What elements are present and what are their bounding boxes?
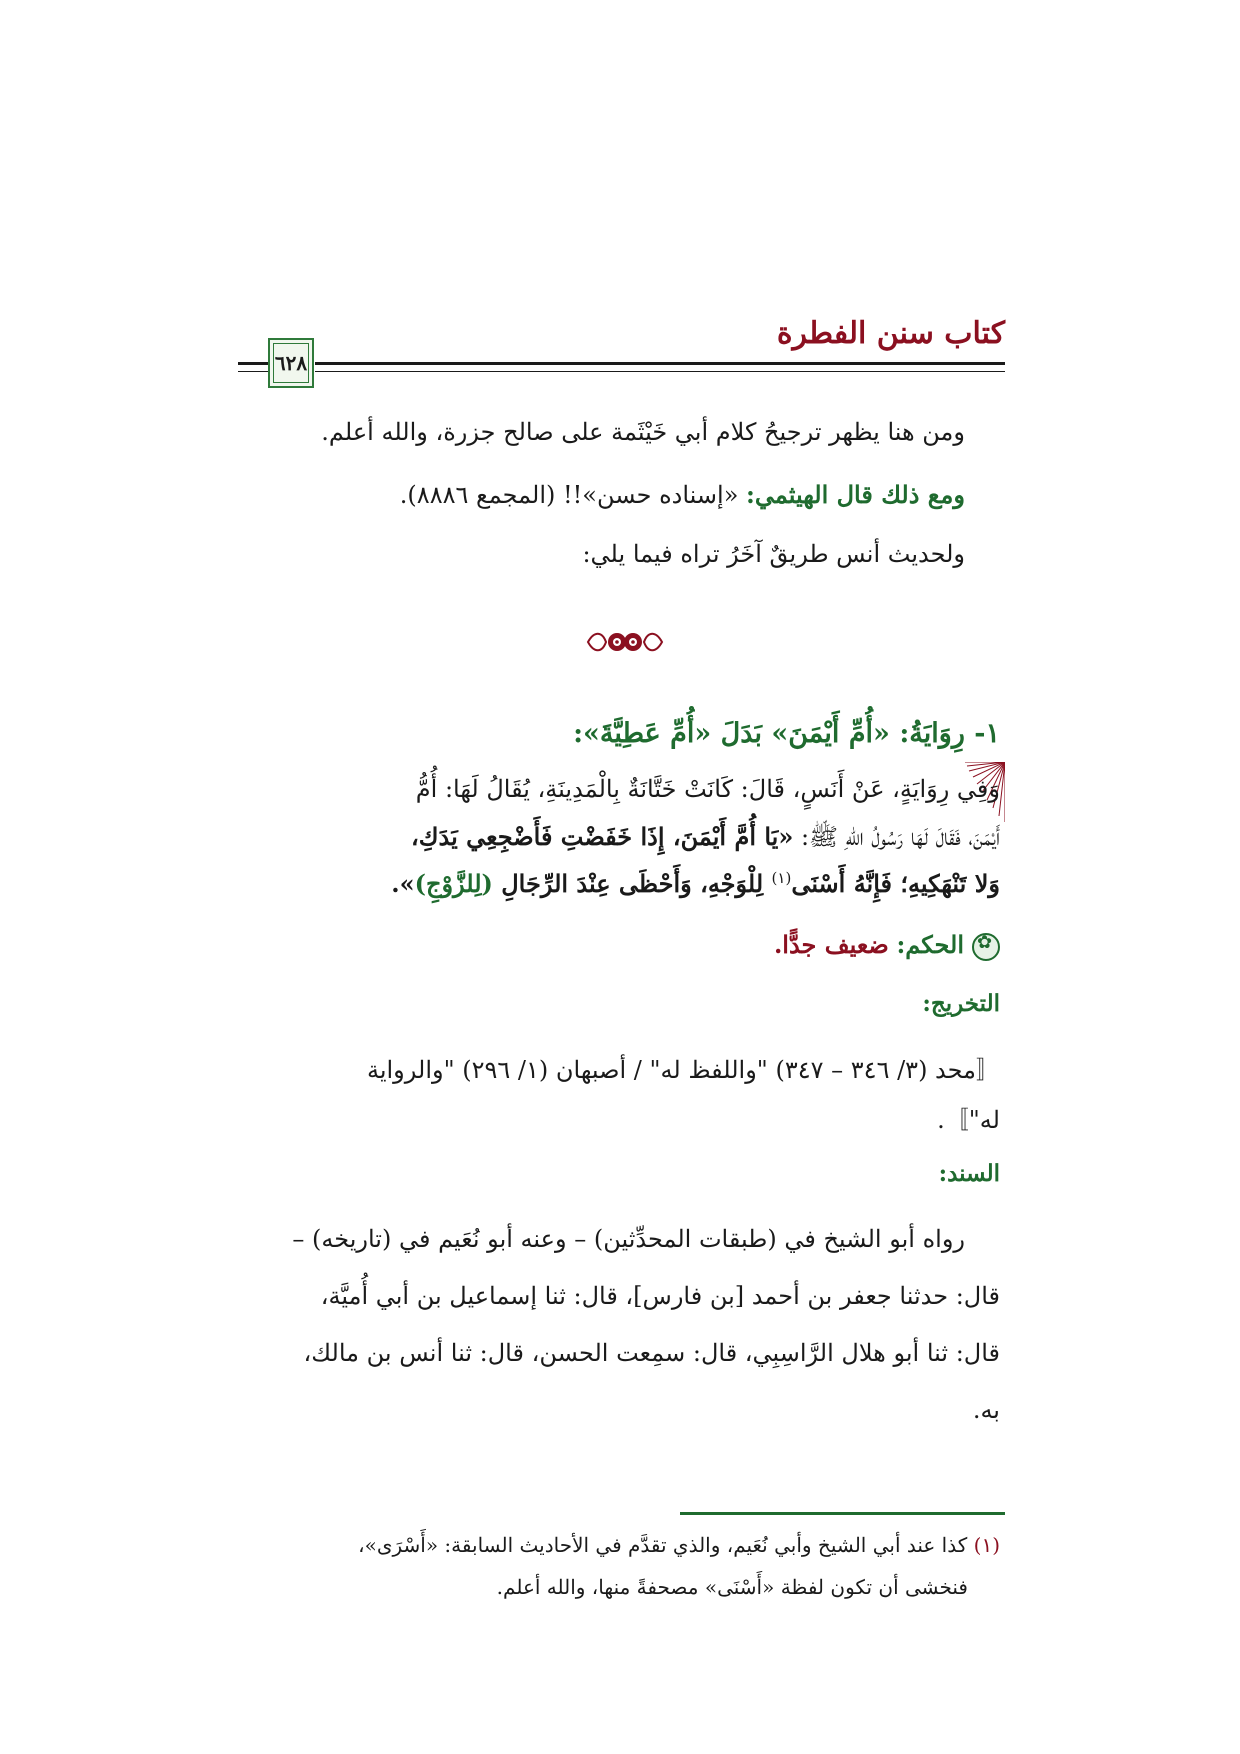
header-rule — [315, 362, 1005, 365]
book-title: كتاب سنن الفطرة — [776, 316, 1005, 351]
page-number-badge — [268, 338, 314, 388]
hadith-line-3 — [391, 869, 1000, 898]
page-number: ٦٢٨ — [274, 351, 308, 375]
takhrij-heading — [922, 990, 1000, 1017]
divider-ornament-icon — [580, 625, 670, 659]
takhrij-line-1: 〚محد (٣/ ٣٤٦ – ٣٤٧) "واللفظ له" / أصبهان (١/ ٢٩٦) "والرواية — [366, 1056, 1000, 1084]
intro-line-3: ولحديث أنس طريقٌ آخَرُ تراه فيما يلي: — [582, 540, 965, 568]
intro-line-2 — [400, 480, 965, 509]
footnote-line-1 — [358, 1533, 1000, 1557]
sanad-line-3: قال: ثنا أبو هلال الرَّاسِبِي، قال: سمِعت الحسن، قال: ثنا أنس بن مالك، — [303, 1339, 1000, 1367]
haythami-quote: «إسناده حسن»!! (المجمع ٨٨٨٦). — [399, 481, 746, 509]
hadith-line-2-bold: «يَا أُمَّ أَيْمَنَ، إِذَا خَفَضْتِ فَأَضْجِعِي يَدَكِ، — [411, 822, 794, 851]
judgment-label: الحكم: — [896, 930, 964, 959]
hadith-line-2 — [411, 822, 1000, 857]
judgment-line — [774, 930, 1000, 961]
intro-line-1: ومن هنا يظهر ترجيحُ كلام أبي خَيْثَمة على صالح جزرة، والله أعلم. — [321, 418, 965, 446]
footnote-line-2: فنخشى أن تكون لفظة «أَسْنَى» مصحفةً منها، والله أعلم. — [496, 1575, 968, 1599]
section-heading: ١- رِوَايَةُ: «أُمِّ أَيْمَنَ» بَدَلَ «أُمِّ عَطِيَّةَ»: — [573, 718, 1000, 749]
takhrij-line-2: له"〛. — [937, 1106, 1000, 1134]
sanad-line-1: رواه أبو الشيخ في (طبقات المحدِّثين) – وعنه أبو نُعَيم في (تاريخه) – — [292, 1225, 965, 1253]
footnote-number: (١) — [973, 1533, 1000, 1557]
variant-reading: (لِلزَّوْجِ) — [414, 869, 493, 898]
hadith-line-1: وَفِي رِوَايَةٍ، عَنْ أَنَسٍ، قَالَ: كَانَتْ خَتَّانَةٌ بِالْمَدِينَةِ، يُقَالُ لَهَا: أُمُّ — [415, 775, 1000, 803]
header-rule-left — [238, 362, 268, 365]
takhrij-heading-text: التخريج: — [922, 990, 1000, 1017]
hadith-line-3-bold-b: لِلْوَجْهِ، وَأَحْظَى عِنْدَ الرِّجَالِ — [492, 869, 772, 898]
sanad-heading — [939, 1160, 1000, 1187]
header-rule-left-thin — [238, 371, 268, 372]
header-rule-thin — [315, 371, 1005, 372]
judgment-value: ضعيف جدًّا. — [773, 930, 889, 959]
rosette-icon — [972, 933, 1000, 961]
hadith-line-2-plain: أَيْمَنَ، فَقَالَ لَهَا رَسُولُ اللهِ ﷺ: — [793, 823, 1000, 851]
hadith-line-3-end: ». — [391, 869, 415, 898]
sanad-heading-text: السند: — [938, 1160, 1000, 1187]
sanad-line-2: قال: حدثنا جعفر بن أحمد [بن فارس]، قال: ثنا إسماعيل بن أبي أُميَّة، — [320, 1282, 1000, 1310]
footnote-ref[interactable]: (١) — [771, 869, 792, 887]
haythami-label: ومع ذلك قال الهيثمي: — [746, 480, 965, 509]
footnote-rule — [680, 1512, 1005, 1515]
sanad-line-4: به. — [972, 1396, 1000, 1424]
footnote-text-1: كذا عند أبي الشيخ وأبي نُعَيم، والذي تقدَّم في الأحاديث السابقة: «أَسْرَى»، — [358, 1533, 974, 1557]
hadith-line-3-bold-a: وَلا تَنْهَكِيهِ؛ فَإِنَّهُ أَسْنَى — [791, 869, 1000, 898]
